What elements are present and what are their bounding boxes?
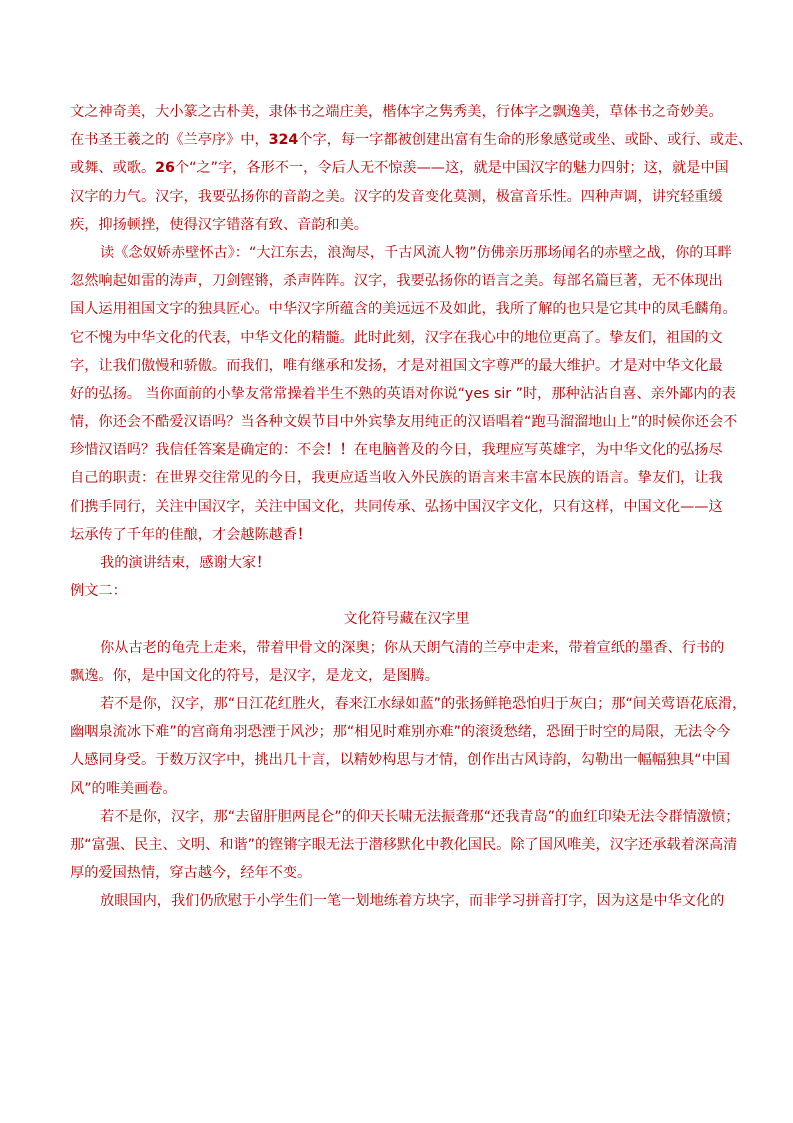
text-line: 人感同身受。于数万汉字中，挑出几十言，以精妙构思与才情，创作出古风诗韵，勾勒出一幅幅独具“中国 — [70, 752, 730, 769]
text-line: 幽咽泉流冰下难”的宫商角羽恐湮于风沙；那“相见时难别亦难”的滚烫愁绪，恐囿于时空的局限，无法令今 — [70, 724, 731, 741]
text-line: 汉字的力气。汉字，我要弘扬你的音韵之美。汉字的发音变化莫测，极富音乐性。四种声调，讲究轻重缓 — [70, 188, 723, 205]
essay-title: 文化符号藏在汉字里 — [343, 611, 470, 628]
text-line: 国人运用祖国文字的独具匠心。中华汉字所蕴含的美远远不及如此，我所了解的也只是它其中的凤毛麟角。 — [70, 301, 737, 318]
text-line: 好的弘扬。 当你面前的小挚友常常操着半生不熟的英语对你说“yes sir ”时，那种沾沾自喜、亲外鄙内的表 — [70, 385, 736, 402]
paragraph-first-line: 若不是你，汉字，那“去留肝胆两昆仑”的仰天长啸无法振聋那“还我青岛”的血红印染无法令群情激愤； — [100, 808, 740, 825]
example-heading: 例文二： — [70, 583, 127, 600]
text-line: 疾，抑扬顿挫，使得汉字错落有致、音韵和美。 — [70, 216, 368, 233]
text-line: 它不愧为中华文化的代表，中华文化的精髓。此时此刻，汉字在我心中的地位更高了。挚友们，祖国的文 — [70, 329, 723, 346]
paragraph-first-line: 若不是你，汉字，那“日江花红胜火，春来江水绿如蓝”的张扬鲜艳恐怕归于灰白；那“间关莺语花底滑， — [100, 695, 747, 712]
text-line: 文之神奇美，大小篆之古朴美，隶体书之端庄美，楷体字之隽秀美，行体字之飘逸美，草体书之奇妙美。 — [70, 104, 723, 120]
text-line: 们携手同行，关注中国汉字，关注中国文化，共同传承、弘扬中国汉字文化，只有这样，中国文化——这 — [70, 498, 723, 515]
closing-line: 我的演讲结束，感谢大家！ — [100, 555, 271, 571]
text-line: 自己的职责：在世界交往常见的今日，我更应适当收入外民族的语言来丰富本民族的语言。挚友们，让我 — [70, 470, 723, 487]
text-line: 厚的爱国热情，穿古越今，经年不变。 — [70, 865, 312, 882]
text-line: 那“富强、民主、文明、和谐”的铿锵字眼无法于潜移默化中教化国民。除了国风唯美，汉字还承载着深高清 — [70, 836, 738, 853]
text-line: 忽然响起如雷的涛声，刀剑铿锵，杀声阵阵。汉字，我要弘扬你的语言之美。每部名篇巨著，无不体现出 — [70, 273, 723, 290]
paragraph-first-line: 读《念奴娇赤壁怀古》：“大江东去，浪淘尽，千古风流人物”仿佛亲历那场闻名的赤壁之战，你的耳畔 — [100, 244, 732, 261]
text-line: 情，你还会不酷爱汉语吗？当各种文娱节目中外宾挚友用纯正的汉语唱着“跑马溜溜地山上”的时候你还会不 — [70, 414, 738, 431]
text-line: 在书圣王羲之的《兰亭序》中，324个字，每一字都被创建出富有生命的形象感觉或坐、或卧、或行、或走、 — [70, 132, 753, 149]
text-line: 或舞、或歌。26个“之”字，各形不一，令后人无不惊羡——这，就是中国汉字的魅力四射；这，就是中国 — [70, 160, 729, 177]
text-line: 坛承传了千年的佳酿，才会越陈越香！ — [70, 526, 312, 543]
paragraph-first-line: 你从古老的龟壳上走来，带着甲骨文的深奥；你从天朗气清的兰亭中走来，带着宣纸的墨香、行书的 — [100, 639, 725, 656]
text-line: 字，让我们傲慢和骄傲。而我们，唯有继承和发扬，才是对祖国文字尊严的最大维护。才是对中华文化最 — [70, 357, 723, 374]
text-line: 珍惜汉语吗？我信任答案是确定的：不会！！在电脑普及的今日，我理应写英雄字，为中华文化的弘扬尽 — [70, 442, 723, 459]
text-line: 风”的唯美画卷。 — [70, 780, 177, 797]
text-line: 飘逸。你，是中国文化的符号，是汉字，是龙文，是图腾。 — [70, 667, 439, 684]
paragraph-first-line: 放眼国内，我们仍欣慰于小学生们一笔一划地练着方块字，而非学习拼音打字，因为这是中华文化的 — [100, 893, 725, 910]
